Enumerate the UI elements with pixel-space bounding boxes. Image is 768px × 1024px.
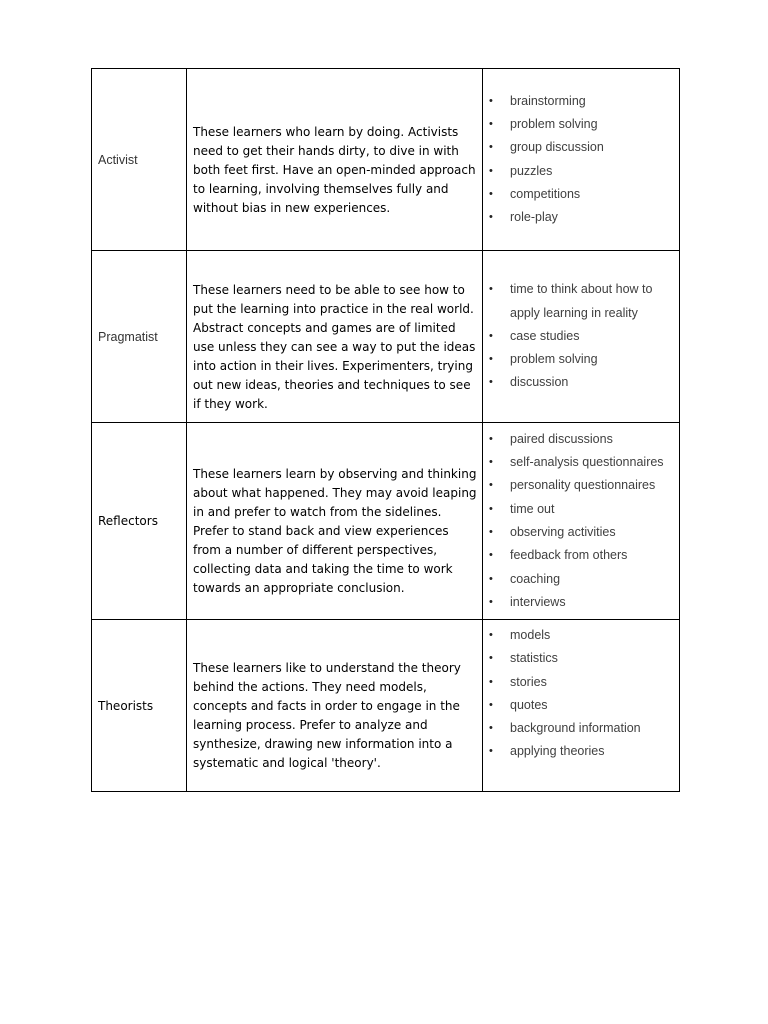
table-row-pragmatist [92, 251, 680, 423]
list-item: • problem solving [483, 113, 675, 136]
list-item: • models [483, 624, 675, 647]
list-item: • statistics [483, 647, 675, 670]
bullet-icon: • [489, 141, 493, 154]
list-item: • observing activities [483, 521, 675, 544]
list-item: • group discussion [483, 136, 675, 159]
list-item: • puzzles [483, 160, 675, 183]
table-row-theorists [92, 620, 680, 792]
list-item: • coaching [483, 568, 675, 591]
style-name: Reflectors [92, 423, 187, 620]
list-item: • stories [483, 671, 675, 694]
bullet-icon: • [489, 94, 493, 107]
list-item: • case studies [483, 325, 675, 348]
bullet-icon: • [489, 187, 493, 200]
list-item: • time out [483, 498, 675, 521]
bullet-icon: • [489, 526, 493, 538]
style-name: Pragmatist [92, 251, 187, 423]
activities-list [483, 278, 675, 394]
list-item: • interviews [483, 591, 675, 614]
list-item: • quotes [483, 694, 675, 717]
bullet-icon: • [489, 549, 493, 562]
activities-list [483, 624, 675, 764]
bullet-icon: • [489, 164, 493, 177]
bullet-icon: • [489, 329, 493, 342]
table-row-activist [92, 69, 680, 251]
list-item: • competitions [483, 183, 675, 206]
bullet-icon: • [489, 595, 493, 608]
list-item: • paired discussions [483, 428, 675, 451]
style-description: These learners need to be able to see how to put the learning into practice in the real world. Abstract concepts and games are of limited use unless they can see a way to put the ideas into action in their lives. Experimenters, trying out new ideas, theories and techniques to see if they work. [187, 251, 483, 423]
style-name: Theorists [92, 620, 187, 792]
bullet-icon: • [489, 211, 493, 224]
activities-cell [483, 620, 680, 792]
bullet-icon: • [489, 698, 493, 711]
bullet-icon: • [489, 283, 493, 296]
activities-cell [483, 251, 680, 423]
bullet-icon: • [489, 456, 493, 469]
bullet-icon: • [489, 745, 493, 758]
activities-cell [483, 423, 680, 620]
list-item: • role-play [483, 206, 675, 229]
style-description: These learners like to understand the theory behind the actions. They need models, concepts and facts in order to engage in the learning process. Prefer to analyze and synthesize, drawing new information into a systematic and logical 'theory'. [187, 620, 483, 792]
list-item: • personality questionnaires [483, 474, 675, 497]
list-item: • background information [483, 717, 675, 740]
list-item: • brainstorming [483, 90, 675, 113]
bullet-icon: • [489, 432, 493, 445]
bullet-icon: • [489, 722, 493, 735]
list-item: • time to think about how to apply learning in reality [483, 278, 675, 325]
activities-list [483, 428, 675, 614]
bullet-icon: • [489, 479, 493, 492]
table-row-reflectors [92, 423, 680, 620]
list-item: • discussion [483, 371, 675, 394]
bullet-icon: • [489, 502, 493, 515]
style-description: These learners who learn by doing. Activists need to get their hands dirty, to dive in with both feet first. Have an open-minded approach to learning, involving themselves fully and without bias in new experiences. [187, 69, 483, 251]
style-name: Activist [92, 69, 187, 251]
learning-styles-table [91, 68, 680, 792]
bullet-icon: • [489, 353, 493, 366]
bullet-icon: • [489, 572, 493, 585]
bullet-icon: • [489, 675, 493, 688]
style-description: These learners learn by observing and thinking about what happened. They may avoid leaping in and prefer to watch from the sidelines. Prefer to stand back and view experiences from a number of different perspectives, collecting data and taking the time to work towards an appropriate conclusion. [187, 423, 483, 620]
bullet-icon: • [489, 629, 493, 641]
bullet-icon: • [489, 117, 493, 130]
list-item: • problem solving [483, 348, 675, 371]
bullet-icon: • [489, 652, 493, 665]
list-item: • feedback from others [483, 544, 675, 567]
bullet-icon: • [489, 376, 493, 389]
list-item: • self-analysis questionnaires [483, 451, 675, 474]
activities-list [483, 90, 675, 230]
list-item: • applying theories [483, 740, 675, 763]
activities-cell [483, 69, 680, 251]
